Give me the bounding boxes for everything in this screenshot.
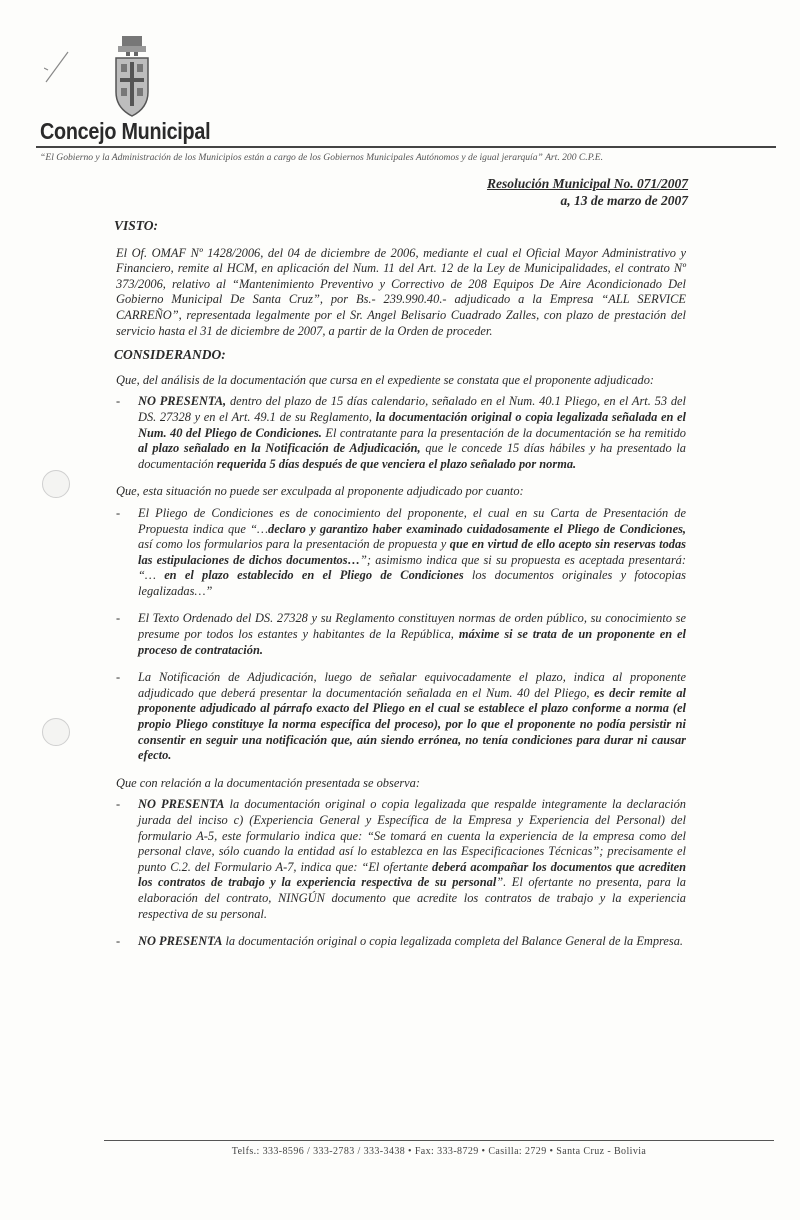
footer-rule <box>104 1140 774 1141</box>
organization-name: Concejo Municipal <box>40 118 211 144</box>
footer-contact: Telfs.: 333-8596 / 333-2783 / 333-3438 • Fax: 333-8729 • Casilla: 2729 • Santa Cruz - Bolivia <box>231 1146 647 1157</box>
considerando-intro: Que, del análisis de la documentación que cursa en el expediente se constata que el proponente adjudicado: <box>116 372 655 387</box>
considerando-intro: Que con relación a la documentación presentada se observa: <box>116 775 420 790</box>
list-item: - NO PRESENTA, dentro del plazo de 15 días calendario, señalado en el Num. 40.1 Pliego, en el Art. 53 del DS. 27328 y en el Art. 49.1 de su Reglamento, la documentación original o copia legalizada señalada en el Num. 40 del Pliego de Condiciones. El contratante para la presentación de la documentación se ha remitido al plazo señalado en la Notificación de Adjudicación, que le concede 15 días hábiles y ha presentado la documentación requerida 5 días después de que venciera el plazo señalado por norma. <box>116 394 686 471</box>
resolution-number: Resolución Municipal No. 071/2007 <box>486 176 688 191</box>
constitution-motto: “El Gobierno y la Administración de los Municipios están a cargo de los Gobiernos Municipales Autónomos y de igual jerarquía” Art. 200 C.P.E. <box>40 152 603 163</box>
pen-mark-icon <box>44 48 74 88</box>
visto-heading: VISTO: <box>114 218 159 233</box>
list-item: - El Texto Ordenado del DS. 27328 y su Reglamento constituyen normas de orden público, su conocimiento se presume por todos los estantes y habitantes de la República, máxime si se trata de un proponente en el proceso de contratación. <box>116 611 686 657</box>
list-item: - NO PRESENTA la documentación original o copia legalizada que respalde integramente la declaración jurada del inciso c) (Experiencia General y Específica de la Empresa y Experiencia del Personal) del formulario A-5, este formulario indica que: “Se tomará en cuenta la experiencia de la empresa como del personal clave, sólo cuando la entidad así lo establezca en las Especificaciones Técnicas”; precisamente el punto C.2. del Formulario A-7, indica que: “El ofertante deberá acompañar los documentos que acrediten los contratos de trabajo y la experiencia respectiva de su personal”. El ofertante no presenta, para la elaboración del contrato, NINGÚN documento que acredite los contratos de trabajo y la experiencia respectiva de su personal. <box>116 797 686 921</box>
list-item: - El Pliego de Condiciones es de conocimiento del proponente, el cual en su Carta de Presentación de Propuesta indica que “…declaro y garantizo haber examinado cuidadosamente el Pliego de Condiciones, así como los formularios para la presentación de propuesta y que en virtud de ello acepto sin reservas todas las estipulaciones de dichos documentos…”; asimismo indica que si su propuesta es aceptada presentará: “… en el plazo establecido en el Pliego de Condiciones los documentos originales y fotocopias legalizadas…” <box>116 505 686 598</box>
considerando-heading: CONSIDERANDO: <box>114 347 226 363</box>
resolution-date: a, 13 de marzo de 2007 <box>560 193 688 208</box>
considerando-intro: Que, esta situación no puede ser exculpada al proponente adjudicado por cuanto: <box>116 484 524 499</box>
binder-hole <box>42 718 70 746</box>
binder-hole <box>42 470 70 498</box>
document-body <box>116 214 686 962</box>
resolution-block <box>487 176 688 209</box>
list-item: - La Notificación de Adjudicación, luego de señalar equivocadamente el plazo, indica al proponente adjudicado que deberá presentar la documentación señalada en el Num. 40 del Pliego, es decir remite al proponente adjudicado al párrafo exacto del Pliego en el cual se establece el plazo conforme a norma (el propio Pliego constituye la norma específica del proceso), por lo que el proponente no podía persistir ni consentir en seguir una notificación que, aún siendo errónea, no tenía condiciones para durar ni causar efecto. <box>116 670 686 763</box>
visto-paragraph: El Of. OMAF Nº 1428/2006, del 04 de diciembre de 2006, mediante el cual el Oficial Mayor Administrativo y Financiero, remite al HCM, en aplicación del Num. 11 del Art. 12 de la Ley de Municipalidades, el contrato Nº 373/2006, relativo al “Mantenimiento Preventivo y Correctivo de 208 Equipos De Aire Acondicionado Del Gobierno Municipal De Santa Cruz”, por Bs.- 239.990.40.- adjudicado a la Empresa “ALL SERVICE CARREÑO”, representada legalmente por el Sr. Angel Belisario Cuadrado Zalles, con plazo de prestación del servicio hasta el 31 de diciembre de 2007, a partir de la Orden de proceder. <box>116 245 686 338</box>
header-rule <box>36 146 776 148</box>
municipal-coat-of-arms-icon <box>112 36 152 118</box>
list-item: - NO PRESENTA la documentación original o copia legalizada completa del Balance General de la Empresa. <box>116 934 684 949</box>
